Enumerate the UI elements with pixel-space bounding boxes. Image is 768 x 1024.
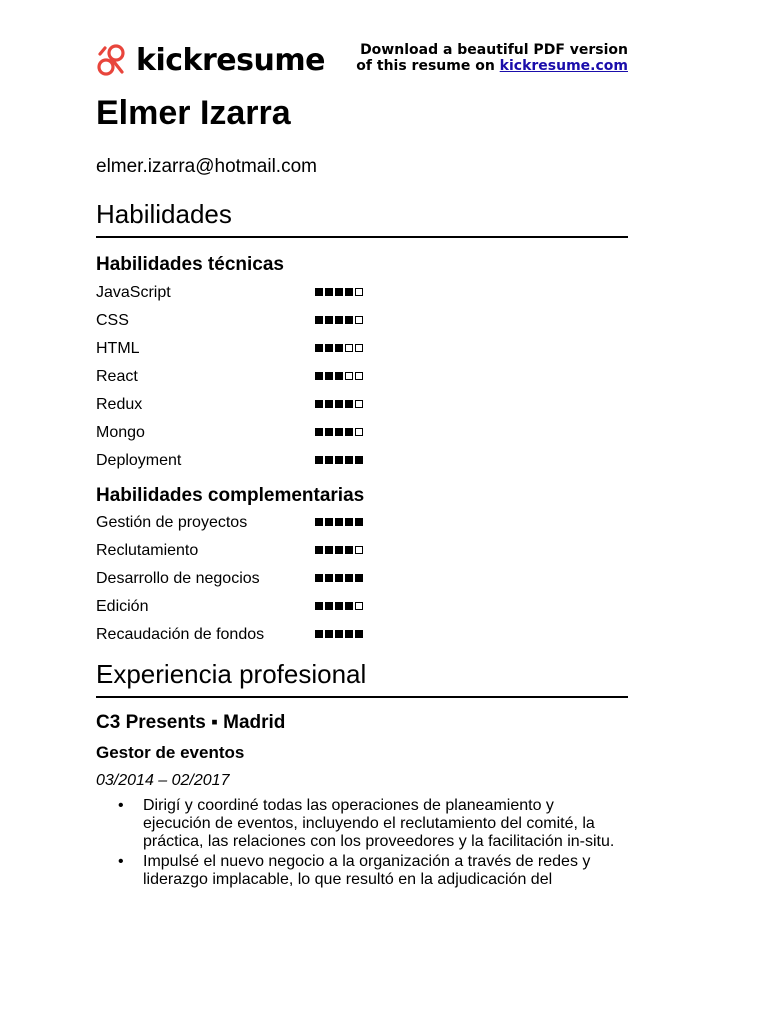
- skill-level-filled-square: [335, 518, 343, 526]
- skill-level-filled-square: [345, 428, 353, 436]
- skill-level-filled-square: [355, 630, 363, 638]
- skill-level-indicator: [315, 602, 365, 610]
- skill-level-filled-square: [325, 456, 333, 464]
- skill-level-filled-square: [345, 316, 353, 324]
- skill-row: [96, 396, 628, 416]
- job-bullet: [96, 797, 618, 851]
- skill-level-filled-square: [315, 518, 323, 526]
- skill-level-empty-square: [345, 372, 353, 380]
- kickresume-logo[interactable]: [96, 42, 325, 80]
- skill-level-indicator: [315, 546, 365, 554]
- download-promo: [356, 42, 628, 74]
- skill-level-empty-square: [355, 344, 363, 352]
- skill-level-filled-square: [345, 288, 353, 296]
- skill-level-filled-square: [335, 630, 343, 638]
- skill-level-filled-square: [335, 574, 343, 582]
- soft-skills-title: Habilidades complementarias: [96, 485, 365, 506]
- branding-header: [96, 42, 628, 82]
- skill-level-filled-square: [325, 316, 333, 324]
- job-role: Gestor de eventos: [96, 743, 245, 762]
- skill-level-filled-square: [345, 546, 353, 554]
- candidate-name: Elmer Izarra: [96, 94, 291, 132]
- skill-level-filled-square: [315, 574, 323, 582]
- skill-level-filled-square: [335, 316, 343, 324]
- skill-level-indicator: [315, 428, 365, 436]
- skill-level-filled-square: [315, 316, 323, 324]
- skill-row: [96, 626, 628, 646]
- skill-row: [96, 340, 628, 360]
- skill-level-indicator: [315, 456, 365, 464]
- skill-level-filled-square: [335, 546, 343, 554]
- skill-level-filled-square: [315, 428, 323, 436]
- promo-line-2-text: of this resume on: [356, 58, 495, 74]
- skill-level-filled-square: [325, 518, 333, 526]
- skill-level-filled-square: [355, 456, 363, 464]
- skill-name: JavaScript: [96, 284, 171, 301]
- job-bullet: [96, 853, 618, 889]
- skill-level-indicator: [315, 372, 365, 380]
- skill-level-empty-square: [355, 602, 363, 610]
- skill-level-empty-square: [355, 316, 363, 324]
- skill-level-filled-square: [355, 574, 363, 582]
- skill-name: Redux: [96, 396, 143, 413]
- skill-level-empty-square: [355, 428, 363, 436]
- skill-name: Mongo: [96, 424, 145, 441]
- skill-row: [96, 452, 628, 472]
- experience-section-title: Experiencia profesional: [96, 658, 628, 698]
- skill-level-filled-square: [335, 456, 343, 464]
- skill-name: HTML: [96, 340, 140, 357]
- skill-level-filled-square: [335, 288, 343, 296]
- skill-level-filled-square: [325, 602, 333, 610]
- skill-name: Deployment: [96, 452, 182, 469]
- skill-name: Reclutamiento: [96, 542, 199, 559]
- skill-level-filled-square: [325, 344, 333, 352]
- skill-level-filled-square: [355, 518, 363, 526]
- skill-level-filled-square: [315, 630, 323, 638]
- skill-level-filled-square: [315, 288, 323, 296]
- skill-level-empty-square: [355, 288, 363, 296]
- job-company: C3 Presents ▪ Madrid: [96, 712, 286, 733]
- skill-level-filled-square: [345, 518, 353, 526]
- skill-level-filled-square: [335, 344, 343, 352]
- skill-level-filled-square: [325, 574, 333, 582]
- skill-level-empty-square: [355, 546, 363, 554]
- skill-level-filled-square: [315, 372, 323, 380]
- skill-name: Edición: [96, 598, 149, 615]
- job-bullet-text: Impulsé el nuevo negocio a la organización a través de redes y liderazgo implacable, lo que resultó en la adjudicación del: [143, 853, 591, 888]
- skill-level-empty-square: [355, 400, 363, 408]
- skill-level-indicator: [315, 630, 365, 638]
- skill-level-filled-square: [345, 574, 353, 582]
- skill-level-filled-square: [345, 602, 353, 610]
- kickresume-logo-icon: [96, 42, 130, 80]
- skill-name: React: [96, 368, 138, 385]
- job-bullet-text: Dirigí y coordiné todas las operaciones de planeamiento y ejecución de eventos, incluyendo el reclutamiento del comité, la práctica, las relaciones con los proveedores y la facilitación in-situ.: [143, 797, 615, 850]
- skill-name: Recaudación de fondos: [96, 626, 265, 643]
- kickresume-link[interactable]: kickresume.com: [499, 58, 628, 74]
- skill-level-filled-square: [345, 400, 353, 408]
- skill-row: [96, 312, 628, 332]
- skill-level-filled-square: [335, 602, 343, 610]
- skill-row: [96, 598, 628, 618]
- skill-level-filled-square: [325, 372, 333, 380]
- skill-level-filled-square: [325, 428, 333, 436]
- skill-level-filled-square: [315, 456, 323, 464]
- skill-row: [96, 514, 628, 534]
- skill-level-filled-square: [335, 428, 343, 436]
- promo-line-2: [356, 58, 628, 74]
- skill-level-indicator: [315, 288, 365, 296]
- skill-level-filled-square: [315, 400, 323, 408]
- skill-row: [96, 542, 628, 562]
- bullet-marker: •: [118, 797, 124, 814]
- job-bullets: [96, 797, 628, 891]
- skill-level-filled-square: [315, 546, 323, 554]
- skill-level-filled-square: [345, 630, 353, 638]
- skill-level-indicator: [315, 316, 365, 324]
- skill-row: [96, 424, 628, 444]
- logo-wordmark: kickresume: [136, 43, 325, 78]
- skill-level-filled-square: [345, 456, 353, 464]
- skill-level-filled-square: [335, 372, 343, 380]
- skill-level-filled-square: [325, 400, 333, 408]
- skill-level-empty-square: [355, 372, 363, 380]
- skill-level-indicator: [315, 400, 365, 408]
- promo-line-1: Download a beautiful PDF version: [360, 42, 628, 58]
- skill-name: Desarrollo de negocios: [96, 570, 260, 587]
- skill-level-filled-square: [325, 288, 333, 296]
- skill-level-filled-square: [325, 546, 333, 554]
- skill-level-indicator: [315, 518, 365, 526]
- skill-row: [96, 570, 628, 590]
- skill-level-filled-square: [335, 400, 343, 408]
- bullet-marker: •: [118, 853, 124, 870]
- skill-level-filled-square: [325, 630, 333, 638]
- skill-row: [96, 284, 628, 304]
- technical-skills-title: Habilidades técnicas: [96, 254, 284, 275]
- candidate-email: elmer.izarra@hotmail.com: [96, 156, 317, 177]
- skill-name: Gestión de proyectos: [96, 514, 248, 531]
- skill-level-filled-square: [315, 344, 323, 352]
- skill-level-empty-square: [345, 344, 353, 352]
- skill-level-indicator: [315, 574, 365, 582]
- skills-section-title: Habilidades: [96, 198, 628, 238]
- skill-level-indicator: [315, 344, 365, 352]
- skill-name: CSS: [96, 312, 129, 329]
- skill-level-filled-square: [315, 602, 323, 610]
- job-dates: 03/2014 – 02/2017: [96, 772, 230, 789]
- skill-row: [96, 368, 628, 388]
